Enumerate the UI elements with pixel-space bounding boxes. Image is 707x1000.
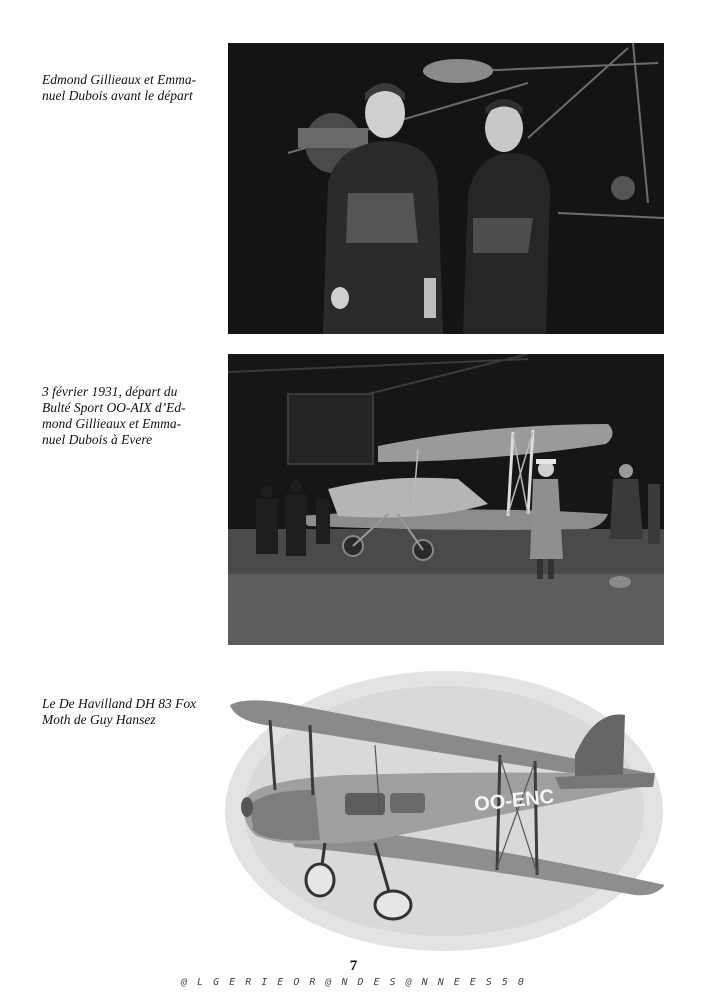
caption-line: Bulté Sport OO-AIX d’Ed- <box>42 400 186 415</box>
photo-biplane-image <box>228 354 664 645</box>
page-number: 7 <box>349 958 358 974</box>
caption-line: nuel Dubois à Evere <box>42 432 153 447</box>
photo-biplane-hangar <box>228 354 664 645</box>
aircraft-registration: OO-ENC <box>473 785 556 816</box>
footer-title: @ L G E R I E O R @ N D E S @ N N E E S 5 0 <box>181 977 526 988</box>
caption-fox-moth <box>42 696 206 728</box>
caption-line: Moth de Guy Hansez <box>42 712 156 727</box>
caption-line: Edmond Gillieaux et Emma- <box>42 72 197 87</box>
photo-fox-moth-image <box>225 665 664 957</box>
photo-fox-moth <box>225 665 664 957</box>
photo-pilots <box>228 43 664 334</box>
photo-pilots-image <box>228 43 664 334</box>
caption-line: mond Gillieaux et Emma- <box>42 416 182 431</box>
caption-departure <box>42 384 206 448</box>
caption-line: Le De Havilland DH 83 Fox <box>42 696 197 711</box>
caption-pilots <box>42 72 206 104</box>
caption-line: nuel Dubois avant le départ <box>42 88 193 103</box>
caption-line: 3 février 1931, départ du <box>42 384 178 399</box>
